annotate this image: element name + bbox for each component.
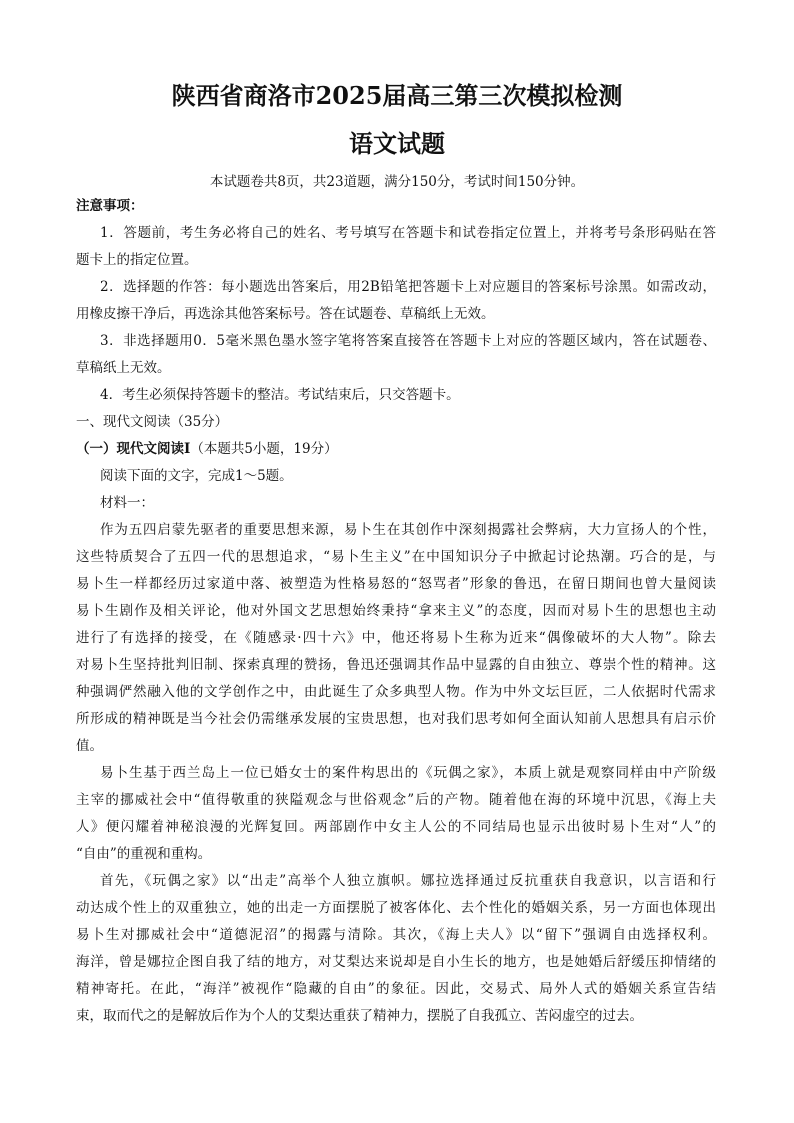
- passage-line: 所形成的精神既是当今社会仍需继承发展的宝贵思想，也对我们思考如何全面认知前人思想具有启示价: [76, 711, 716, 727]
- passage-line: 动达成个性上的双重独立，她的出走一方面摆脱了被客体化、去个性化的婚姻关系，另一方面也体现出: [76, 900, 716, 916]
- passage-line: 主宰的挪威社会中“值得敬重的狭隘观念与世俗观念”后的产物。随着他在海的环境中沉思，《海上夫: [76, 792, 716, 808]
- passage-line: 对易卜生坚持批判旧制、探索真理的赞扬，鲁迅还强调其作品中显露的自由独立、尊崇个性的精神。这: [76, 657, 716, 673]
- passage-line: 作为五四启蒙先驱者的重要思想来源，易卜生在其创作中深刻揭露社会弊病，大力宣扬人的个性，: [100, 522, 716, 538]
- passage-line: 精神寄托。在此，“海洋”被视作“隐藏的自由”的象征。因此，交易式、局外人式的婚姻关系宣告结: [76, 981, 716, 997]
- material-label: 材料一：: [100, 495, 154, 511]
- passage-line: 这些特质契合了五四一代的思想追求，“易卜生主义”在中国知识分子中掀起讨论热潮。巧合的是，与: [76, 549, 716, 565]
- note-line: 草稿纸上无效。: [76, 360, 171, 376]
- notes-heading: 注意事项：: [76, 198, 144, 214]
- passage-line: 易卜生剧作及相关评论，他对外国文艺思想始终秉持“拿来主义”的态度，因而对易卜生的思想也主动: [76, 603, 716, 619]
- note-line: 3．非选择题用0．5毫米黑色墨水签字笔将答案直接答在答题卡上对应的答题区域内，答在试题卷、: [100, 333, 716, 349]
- passage-line: 种强调俨然融入他的文学创作之中，由此诞生了众多典型人物。作为中外文坛巨匠，二人依据时代需求: [76, 684, 716, 700]
- passage-line: 易卜生对挪威社会中“道德泥沼”的揭露与清除。其次，《海上夫人》以“留下”强调自由选择权利。: [76, 927, 716, 943]
- passage-line: 首先，《玩偶之家》以“出走”高举个人独立旗帜。娜拉选择通过反抗重获自我意识，以言语和行: [100, 873, 716, 889]
- subsection-heading: [76, 440, 338, 458]
- note-line: 2．选择题的作答：每小题选出答案后，用2B铅笔把答题卡上对应题目的答案标号涂黑。如需改动，: [100, 279, 716, 295]
- passage-line: 进行了有选择的接受，在《随感录·四十六》中，他还将易卜生称为近来“偶像破坏的大人物”。除去: [76, 630, 716, 646]
- passage-line: 人》便闪耀着神秘浪漫的光辉复回。两部剧作中女主人公的不同结局也显示出彼时易卜生对“人”的: [76, 819, 716, 835]
- note-line: 用橡皮擦干净后，再选涂其他答案标号。答在试题卷、草稿纸上无效。: [76, 306, 495, 322]
- exam-info: 本试题卷共8页，共23道题，满分150分，考试时间150分钟。: [209, 174, 585, 190]
- passage-line: 束，取而代之的是解放后作为个人的艾梨达重获了精神力，摆脱了自我孤立、苦闷虚空的过去。: [76, 1008, 643, 1024]
- passage-line: 易卜生一样都经历过家道中落、被塑造为性格易怒的“怒骂者”形象的鲁迅，在留日期间也曾大量阅读: [76, 576, 716, 592]
- passage-line: 海洋，曾是娜拉企图自我了结的地方，对艾梨达来说却是自小生长的地方，也是她婚后舒缓压抑情绪的: [76, 954, 716, 970]
- note-line: 题卡上的指定位置。: [76, 252, 198, 268]
- note-line: 4．考生必须保持答题卡的整洁。考试结束后，只交答题卡。: [100, 387, 460, 403]
- exam-title: 陕西省商洛市2025届高三第三次模拟检测: [171, 81, 623, 110]
- subsection-scoring: （本题共5小题，19分）: [190, 441, 338, 457]
- exam-subtitle: 语文试题: [349, 129, 445, 158]
- instruction-text: 阅读下面的文字，完成1～5题。: [100, 468, 293, 484]
- passage-line: 易卜生基于西兰岛上一位已婚女士的案件构思出的《玩偶之家》，本质上就是观察同样由中产阶级: [100, 765, 716, 781]
- subsection-title: （一）现代文阅读Ⅰ: [76, 441, 191, 457]
- passage-line: 值。: [76, 738, 103, 754]
- section-heading: 一、现代文阅读（35分）: [76, 414, 229, 430]
- passage-line: “自由”的重视和重构。: [76, 846, 212, 862]
- note-line: 1．答题前，考生务必将自己的姓名、考号填写在答题卡和试卷指定位置上，并将考号条形码贴在答: [100, 225, 716, 241]
